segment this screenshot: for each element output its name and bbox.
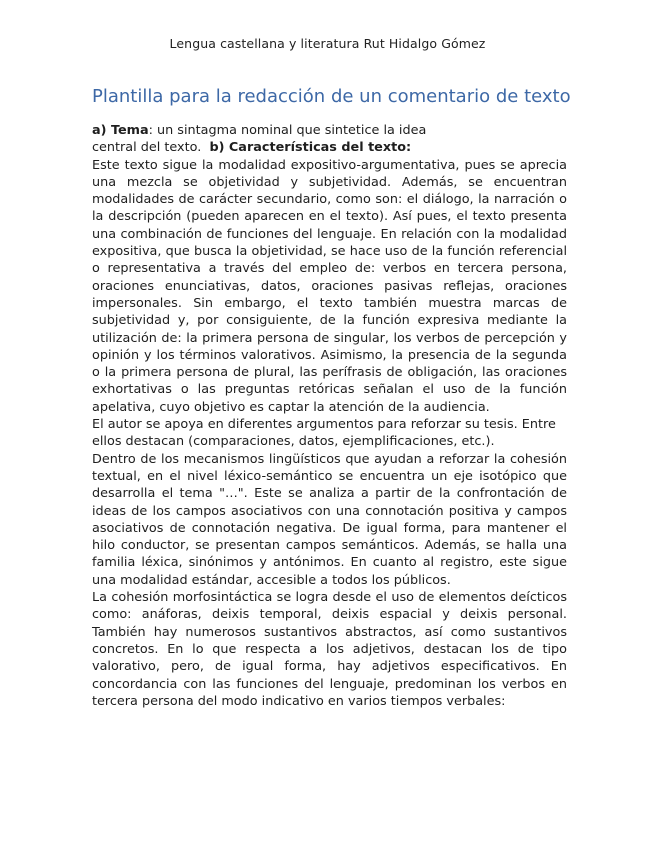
section-a-text-continued: central del texto. bbox=[92, 140, 210, 156]
paragraph-argumentos: El autor se apoya en diferentes argumentos para reforzar su tesis. Entre ellos destacan (comparaciones, datos, ejemplificaciones, etc.). bbox=[92, 417, 556, 450]
document-title: Plantilla para la redacción de un comentario de texto bbox=[92, 86, 571, 107]
paragraph-cohesion-morfosintactica: La cohesión morfosintáctica se logra desde el uso de elementos deícticos como: anáforas, deixis temporal, deixis espacial y deixis personal. También hay numerosos sustantivos abstractos, así como sustantivos concretos. En lo que respecta a los adjetivos, destacan los de tipo valorativo, pero, de igual forma, hay adjetivos especificativos. En concordancia con las funciones del lenguaje, predominan los verbos en tercera persona del modo indicativo en varios tiempos verbales: bbox=[92, 590, 567, 709]
paragraph-cohesion-lexica: Dentro de los mecanismos lingüísticos que ayudan a reforzar la cohesión textual, en el nivel léxico-semántico se encuentra un eje isotópico que desarrolla el tema "…". Este se analiza a partir de la confrontación de ideas de los campos asociativos con una connotación positiva y campos asociativos de connotación negativa. De igual forma, para mantener el hilo conductor, se presentan campos semánticos. Además, se halla una familia léxica, sinónimos y antónimos. En cuanto al registro, este sigue una modalidad estándar, accesible a todos los públicos. bbox=[92, 451, 567, 588]
section-a-b-line bbox=[92, 139, 567, 156]
section-a-label: a) Tema bbox=[92, 123, 149, 138]
section-a-line bbox=[92, 122, 567, 139]
paragraph-modalidad: Este texto sigue la modalidad expositivo-argumentativa, pues se aprecia una mezcla se objetividad y subjetividad. Además, se encuentran modalidades de carácter secundario, como son: el diálogo, la narración o la descripción (pueden aparecen en el texto). Así pues, el texto presenta una combinación de funciones del lenguaje. En relación con la modalidad expositiva, que busca la objetividad, se hace uso de la función referencial o representativa a través del empleo de: verbos en tercera persona, oraciones enunciativas, datos, oraciones pasivas reflejas, oraciones impersonales. Sin embargo, el texto también muestra marcas de subjetividad y, por consiguiente, de la función expresiva mediante la utilización de: la primera persona de singular, los verbos de percepción y opinión y los términos valorativos. Asimismo, la presencia de la segunda o la primera persona de plural, las perífrasis de obligación, las oraciones exhortativas o las preguntas retóricas señalan el uso de la función apelativa, cuyo objetivo es captar la atención de la audiencia. bbox=[92, 157, 567, 415]
page-header: Lengua castellana y literatura Rut Hidalgo Gómez bbox=[169, 36, 486, 51]
section-b-label: b) Características del texto: bbox=[209, 140, 412, 156]
section-b-body bbox=[92, 157, 567, 711]
document-body bbox=[92, 122, 567, 710]
section-a-text: : un sintagma nominal que sintetice la idea bbox=[148, 123, 427, 138]
